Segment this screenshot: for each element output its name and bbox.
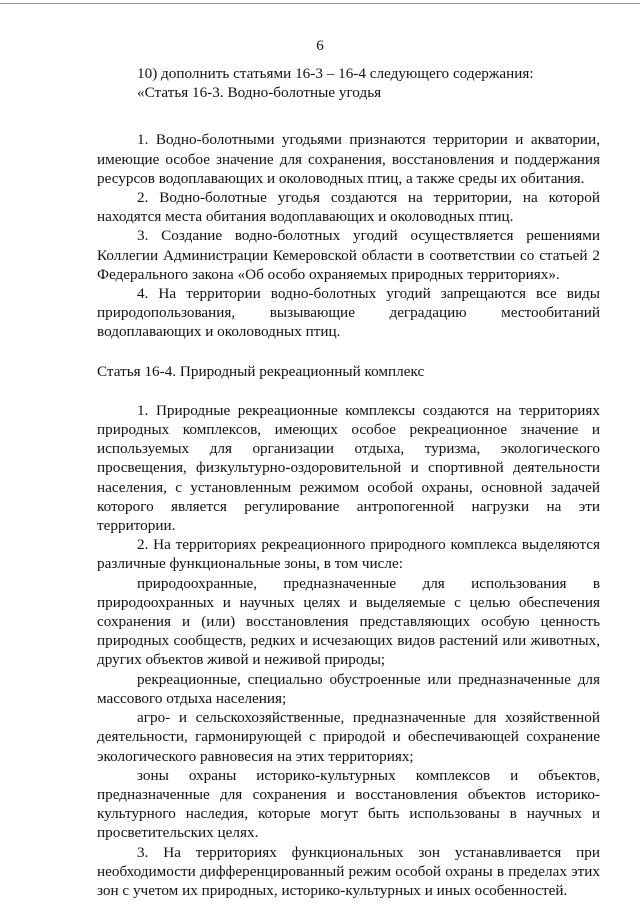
article-16-4-paragraph: агро- и сельскохозяйственные, предназначенные для хозяйственной деятельности, гармонирующей с природой и обеспечивающей сохранение экологического равновесия на этих территориях;	[97, 709, 600, 765]
article-16-3-paragraph: 3. Создание водно-болотных угодий осуществляется решениями Коллегии Администрации Кемеровской области в соответствии со статьей 2 Федерального закона «Об особо охраняемых природных территориях».	[97, 227, 600, 283]
article-16-3-title: «Статья 16-3. Водно-болотные угодья	[137, 84, 382, 102]
page-number: 6	[316, 38, 324, 54]
article-16-4-body	[97, 401, 600, 900]
article-16-3-paragraph: 2. Водно-болотные угодья создаются на территории, на которой находятся места обитания водоплавающих и околоводных птиц.	[97, 189, 600, 226]
article-16-3-paragraph: 4. На территории водно-болотных угодий запрещаются все виды природопользования, вызывающие деградацию местообитаний водоплавающих и околоводных птиц.	[97, 285, 600, 341]
article-16-4-title: Статья 16-4. Природный рекреационный комплекс	[97, 362, 425, 380]
spacer	[97, 381, 600, 401]
article-16-4-paragraph: 3. На территориях функциональных зон устанавливается при необходимости дифференцированный режим особой охраны в пределах этих зон с учетом их природных, историко-культурных и иных особенностей.	[97, 843, 600, 899]
article-16-4-paragraph: зоны охраны историко-культурных комплексов и объектов, предназначенные для сохранения и восстановления объектов историко-культурного наследия, которые могут быть использованы в научных и просветительских целях.	[97, 766, 600, 842]
spacer	[97, 102, 600, 130]
spacer	[97, 342, 600, 362]
article-16-4-paragraph: 2. На территориях рекреационного природного комплекса выделяются различные функциональные зоны, в том числе:	[97, 536, 600, 573]
amendment-intro: 10) дополнить статьями 16-3 – 16-4 следующего содержания:	[137, 65, 534, 82]
top-border-line	[0, 3, 640, 4]
article-16-3-body	[97, 130, 600, 341]
article-16-4-paragraph: природоохранные, предназначенные для использования в природоохранных и научных целях и выделяемые с целью обеспечения сохранения и (или) восстановления представляющих особую ценность природных сообществ, редких и исчезающих видов растений или животных, других объектов живой и неживой природы;	[97, 574, 600, 669]
article-16-4-paragraph: 1. Природные рекреационные комплексы создаются на территориях природных комплексов, имеющих особое рекреационное значение и используемых для организации отдыха, туризма, экологического просвещения, физкультурно-оздоровительной и спортивной деятельности населения, с установленным режимом особой охраны, основной задачей которого является регулирование антропогенной нагрузки на эти территории.	[97, 401, 600, 535]
article-16-3-paragraph: 1. Водно-болотными угодьями признаются территории и акватории, имеющие особое значение для сохранения, восстановления и поддержания ресурсов водоплавающих и околоводных птиц, а также среды их обитания.	[97, 131, 600, 187]
article-16-4-paragraph: рекреационные, специально обустроенные или предназначенные для массового отдыха населения;	[97, 670, 600, 707]
document-body	[97, 64, 600, 900]
